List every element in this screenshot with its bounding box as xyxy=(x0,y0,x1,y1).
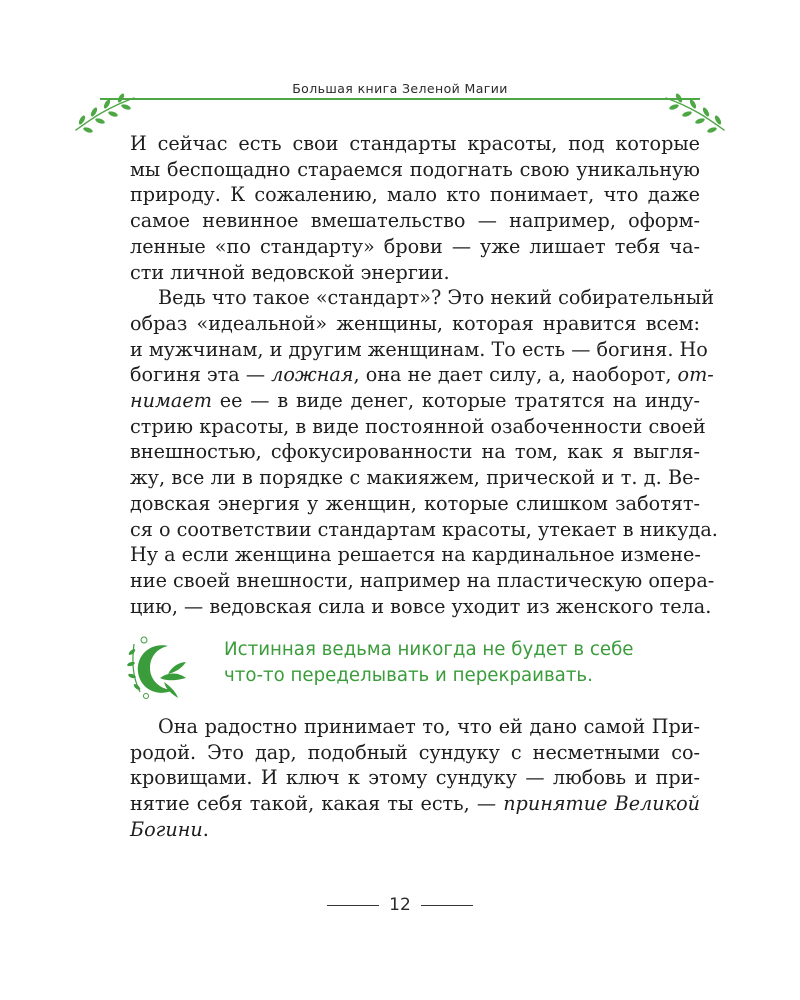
text-line: сти личной ведовской энергии. xyxy=(130,260,450,284)
text-line: образ «идеальной» женщины, которая нравится всем: xyxy=(130,311,700,335)
text-line: жу, все ли в порядке с макияжем, прической и т. д. Ве- xyxy=(130,466,700,490)
text-line: И сейчас есть свои стандарты красоты, под которые xyxy=(130,132,700,155)
text-line: внешностью, сфокусированности на том, как я выгля- xyxy=(130,440,700,464)
italic-text: принятие Великой xyxy=(503,792,700,816)
text-run: ее — в виде денег, которые тратятся на инду- xyxy=(211,389,700,413)
body-text-continued xyxy=(130,714,700,843)
running-title: Большая книга Зеленой Магии xyxy=(292,81,508,96)
crescent-moon-wreath-icon xyxy=(124,632,194,702)
italic-text: ложная xyxy=(271,363,354,387)
text-line: и мужчинам, и другим женщинам. То есть — богиня. Но xyxy=(130,337,708,361)
text-run: . xyxy=(202,817,209,841)
text-line: ние своей внешности, например на пластическую опера- xyxy=(130,568,715,592)
italic-text: Богини xyxy=(130,817,203,841)
italic-text: нимает xyxy=(130,389,212,413)
paragraph-3 xyxy=(130,714,700,843)
text-line: довская энергия у женщин, которые слишком заботят- xyxy=(130,491,700,515)
text-line: Ну а если женщина решается на кардинальное измене- xyxy=(130,543,701,567)
text-line: кровищами. И ключ к этому сундуку — любовь и при- xyxy=(130,766,700,790)
page-number-text: 12 xyxy=(389,895,411,915)
vine-branch-icon xyxy=(664,90,728,134)
paragraph-1 xyxy=(130,131,700,285)
folio-rule xyxy=(421,905,473,906)
italic-text: от- xyxy=(677,363,714,387)
folio-rule xyxy=(327,905,379,906)
text-line: цию, — ведовская сила и вовсе уходит из женского тела. xyxy=(130,594,712,618)
body-text xyxy=(130,131,718,619)
text-line: Ведь что такое «стандарт»? Это некий собирательный xyxy=(158,286,714,310)
text-line: ленные «по стандарту» брови — уже лишает тебя ча- xyxy=(130,234,700,258)
text-line xyxy=(130,362,714,388)
header-rule xyxy=(100,98,700,100)
text-line: Она радостно принимает то, что ей дано самой При- xyxy=(158,715,700,738)
text-line: природу. К сожалению, мало кто понимает, что даже xyxy=(130,183,700,207)
text-line: родой. Это дар, подобный сундуку с несметными со- xyxy=(130,740,700,764)
text-line: самое невинное вмешательство — например, оформ- xyxy=(130,209,700,233)
callout-line: что-то переделывать и перекраивать. xyxy=(224,665,593,686)
text-run: нятие себя такой, какая ты есть, — xyxy=(130,792,504,816)
text-run: , она не дает силу, а, наоборот, xyxy=(353,363,678,387)
page-number xyxy=(0,895,800,915)
text-line: мы беспощадно стараемся подогнать свою уникальную xyxy=(130,157,700,181)
text-run: богиня эта — xyxy=(130,363,272,387)
paragraph-2 xyxy=(130,285,718,619)
vine-branch-icon xyxy=(72,90,136,134)
text-line xyxy=(130,388,700,414)
text-line xyxy=(130,817,700,843)
callout-line: Истинная ведьма никогда не будет в себе xyxy=(224,639,634,660)
text-line: ся о соответствии стандартам красоты, утекает в никуда. xyxy=(130,517,718,541)
callout-text xyxy=(224,637,633,689)
callout xyxy=(124,632,704,702)
text-line: стрию красоты, в виде постоянной озабоченности своей xyxy=(130,414,706,438)
text-line xyxy=(130,791,700,817)
